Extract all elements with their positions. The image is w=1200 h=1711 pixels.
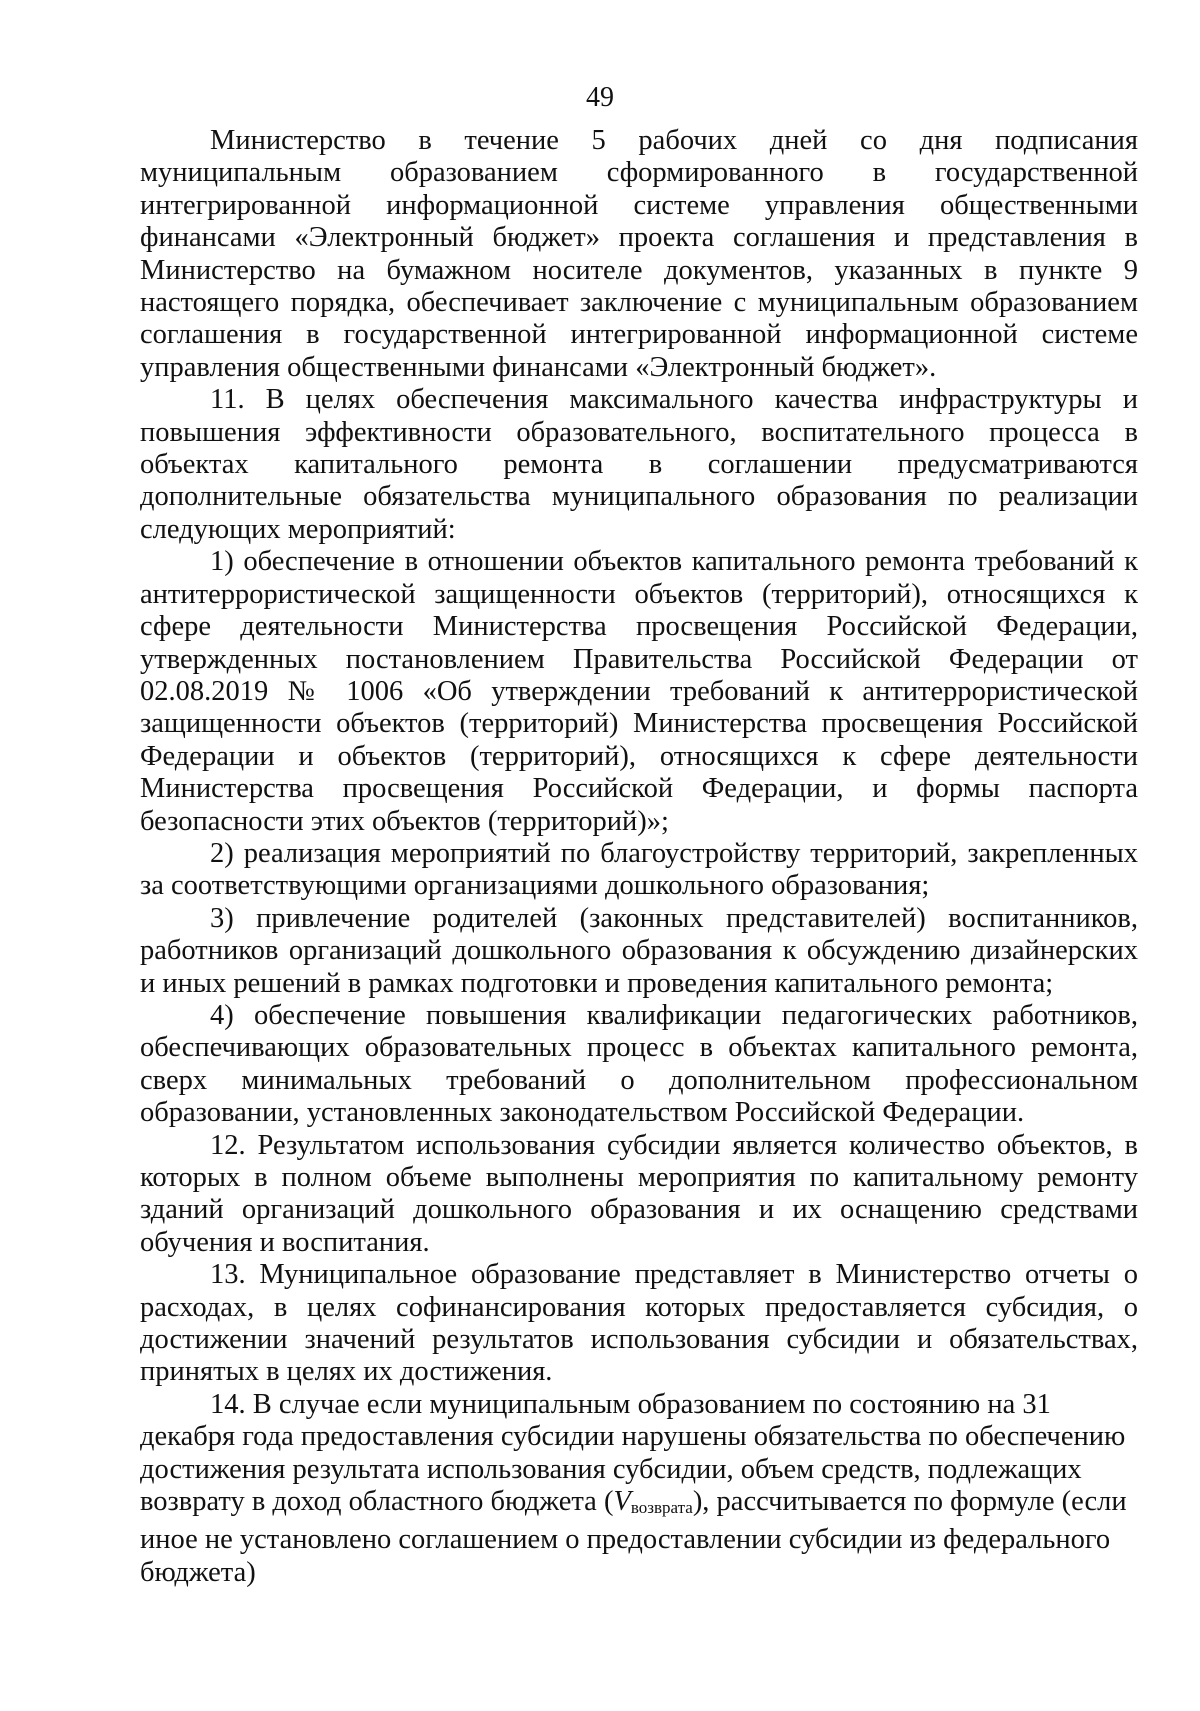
paragraph-11: 11. В целях обеспечения максимального качества инфраструктуры и повышения эффективности образовательного, воспитательного процесса в объектах капитального ремонта в соглашении предусматриваются дополнительные обязательства муниципального образования по реализации следующих мероприятий: xyxy=(140,384,1138,545)
document-body xyxy=(140,125,1138,1589)
paragraph-10-continuation: Министерство в течение 5 рабочих дней со дня подписания муниципальным образованием сформированного в государственной интегрированной информационной системе управления общественными финансами «Электронный бюджет» проекта соглашения и представления в Министерство на бумажном носителе документов, указанных в пункте 9 настоящего порядка, обеспечивает заключение с муниципальным образованием соглашения в государственной интегрированной информационной системе управления общественными финансами «Электронный бюджет». xyxy=(140,125,1138,383)
paragraph-13: 13. Муниципальное образование представляет в Министерство отчеты о расходах, в целях софинансирования которых предоставляется субсидия, о достижении значений результатов использования субсидии и обязательствах, принятых в целях их достижения. xyxy=(140,1259,1138,1388)
paragraph-14-text-start: 14. В случае если муниципальным образованием по состоянию на 31 декабря года предоставления субсидии нарушены обязательства по обеспечению достижения результата использования субсидии, объем средств, подлежащих возврату в доход областного бюджета ( xyxy=(140,1388,1126,1518)
paragraph-12: 12. Результатом использования субсидии является количество объектов, в которых в полном объеме выполнены мероприятия по капитальному ремонту зданий организаций дошкольного образования и их оснащению средствами обучения и воспитания. xyxy=(140,1129,1138,1258)
v-return-symbol: V xyxy=(613,1486,631,1518)
paragraph-14-text-end: ), рассчитывается по формуле (если иное не установлено соглашением о предоставлении субсидии из федерального бюджета) xyxy=(140,1486,1127,1588)
paragraph-11-item-1: 1) обеспечение в отношении объектов капитального ремонта требований к антитеррористической защищенности объектов (территорий), относящихся к сфере деятельности Министерства просвещения Российской Федерации, утвержденных постановлением Правительства Российской Федерации от 02.08.2019 № 1006 «Об утверждении требований к антитеррористической защищенности объектов (территорий) Министерства просвещения Российской Федерации и объектов (территорий), относящихся к сфере деятельности Министерства просвещения Российской Федерации, и формы паспорта безопасности этих объектов (территорий)»; xyxy=(140,546,1138,837)
paragraph-11-item-2: 2) реализация мероприятий по благоустройству территорий, закрепленных за соответствующими организациями дошкольного образования; xyxy=(140,837,1138,902)
page-number: 49 xyxy=(586,82,614,113)
paragraph-14 xyxy=(140,1389,1138,1589)
paragraph-11-item-3: 3) привлечение родителей (законных представителей) воспитанников, работников организаций дошкольного образования к обсуждению дизайнерских и иных решений в рамках подготовки и проведения капитального ремонта; xyxy=(140,902,1138,999)
paragraph-11-item-4: 4) обеспечение повышения квалификации педагогических работников, обеспечивающих образовательных процесс в объектах капитального ремонта, сверх минимальных требований о дополнительном профессиональном образовании, установленных законодательством Российской Федерации. xyxy=(140,999,1138,1129)
v-return-subscript: возврата xyxy=(630,1498,693,1518)
